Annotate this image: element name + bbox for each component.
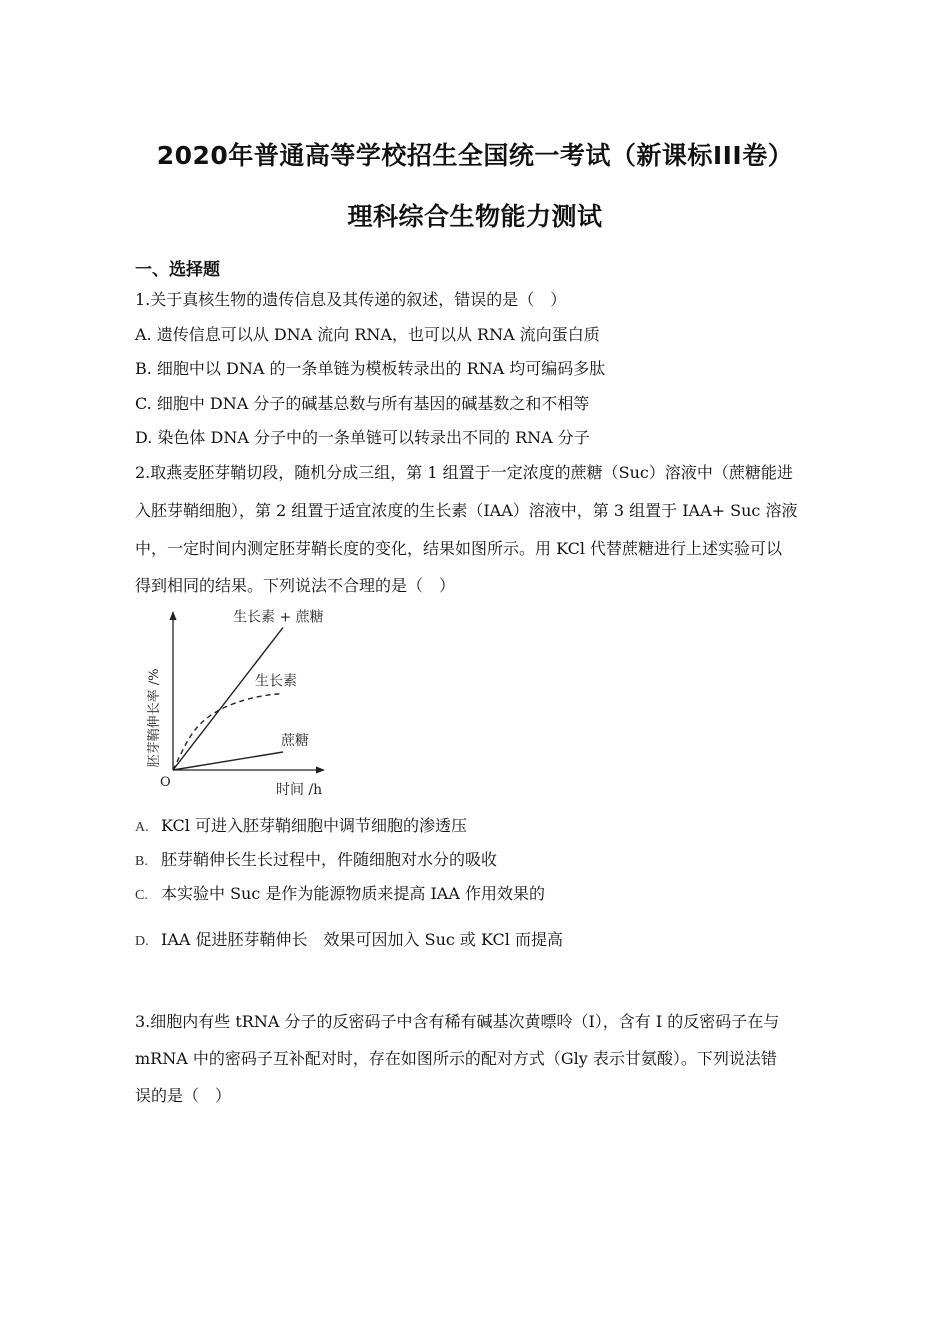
q2-stem-line: 2.取燕麦胚芽鞘切段，随机分成三组，第 1 组置于一定浓度的蔗糖（Suc）溶液中（蔗糖能进 (135, 463, 793, 482)
exam-subtitle: 理科综合生物能力测试 (347, 202, 603, 231)
q1-option-a: A. 遗传信息可以从 DNA 流向 RNA，也可以从 RNA 流向蛋白质 (135, 325, 600, 344)
q2-option-c (135, 884, 545, 906)
x-axis-label: 时间 /h (276, 782, 323, 798)
series-label: 蔗糖 (281, 733, 309, 749)
q2-option-b (135, 850, 497, 872)
q1-option-d: D. 染色体 DNA 分子中的一条单链可以转录出不同的 RNA 分子 (135, 428, 590, 447)
series-label: 生长素 (255, 673, 297, 690)
exam-title: 2020年普通高等学校招生全国统一考试（新课标III卷） (156, 141, 794, 170)
option-text: 胚芽鞘伸长生长过程中，件随细胞对水分的吸收 (161, 850, 498, 869)
series-line (173, 628, 283, 771)
option-text: IAA 促进胚芽鞘伸长 效果可因加入 Suc 或 KCl 而提高 (161, 930, 563, 949)
series-line (173, 694, 283, 771)
q2-stem-line: 得到相同的结果。下列说法不合理的是（ ） (135, 576, 456, 595)
option-text: 本实验中 Suc 是作为能源物质来提高 IAA 作用效果的 (161, 884, 546, 903)
option-text: KCl 可进入胚芽鞘细胞中调节细胞的渗透压 (161, 816, 467, 835)
option-label: B. (135, 854, 148, 869)
series-layer (173, 609, 324, 771)
q1-option-b: B. 细胞中以 DNA 的一条单链为模板转录出的 RNA 均可编码多肽 (135, 359, 606, 378)
y-axis-label: 胚芽鞘伸长率 /% (147, 668, 162, 768)
q1-option-c: C. 细胞中 DNA 分子的碱基总数与所有基因的碱基数之和不相等 (135, 394, 590, 413)
q2-option-d (135, 930, 563, 952)
option-label: D. (135, 934, 149, 949)
section-heading: 一、选择题 (135, 260, 220, 280)
q3-stem-line: mRNA 中的密码子互补配对时，存在如图所示的配对方式（Gly 表示甘氨酸）。下列说法错 (135, 1049, 777, 1068)
option-label: A. (135, 820, 149, 835)
q2-stem-line: 入胚芽鞘细胞），第 2 组置于适宜浓度的生长素（IAA）溶液中，第 3 组置于 IAA+ Suc 溶液 (135, 501, 798, 520)
growth-chart (140, 606, 340, 806)
series-line (173, 752, 283, 770)
q2-option-a (135, 816, 467, 838)
origin-label: O (160, 775, 171, 790)
q3-stem-line: 误的是（ ） (135, 1086, 232, 1105)
series-label: 生长素 + 蔗糖 (233, 609, 324, 626)
q3-stem-line: 3.细胞内有些 tRNA 分子的反密码子中含有稀有碱基次黄嘌呤（I），含有 I 的反密码子在与 (135, 1012, 780, 1031)
q1-stem: 1.关于真核生物的遗传信息及其传递的叙述，错误的是（ ） (135, 290, 567, 309)
option-label: C. (135, 888, 148, 903)
q2-stem-line: 中，一定时间内测定胚芽鞘长度的变化，结果如图所示。用 KCl 代替蔗糖进行上述实验可以 (135, 539, 783, 558)
